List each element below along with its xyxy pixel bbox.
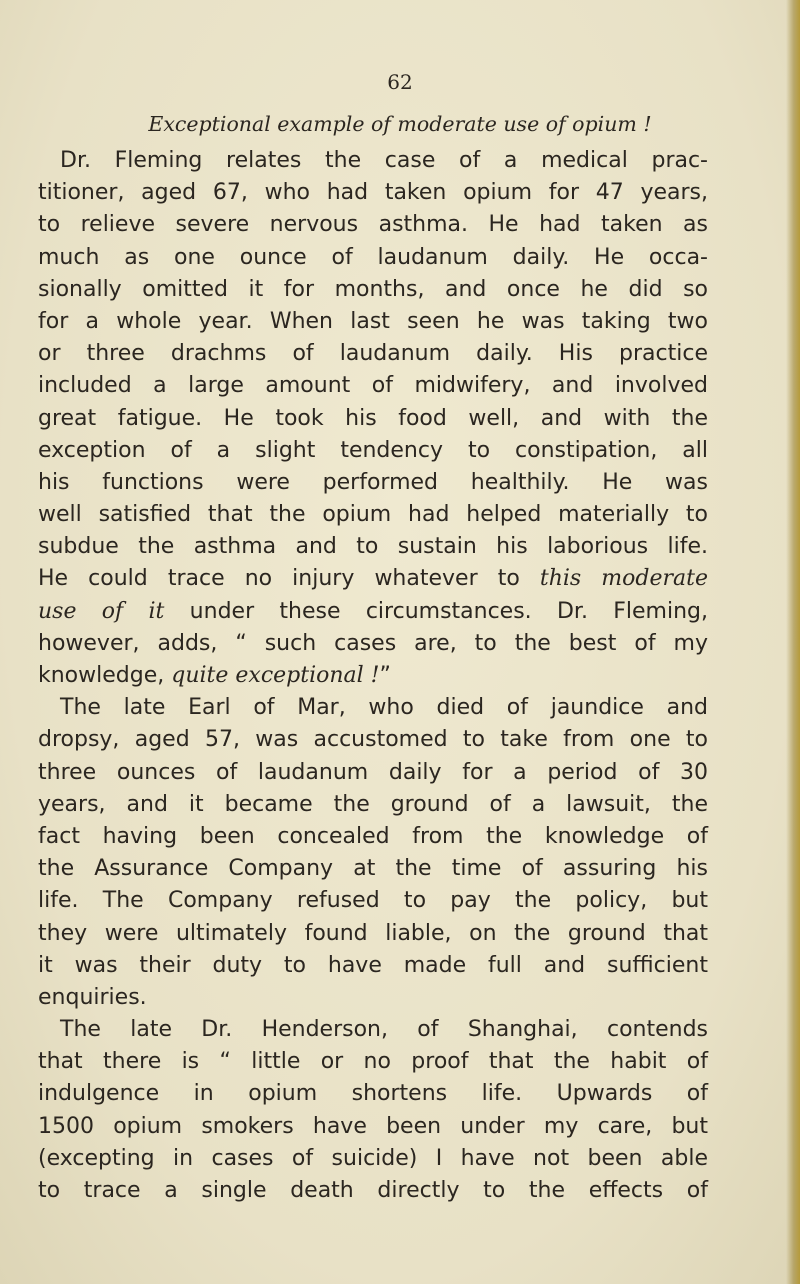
text-line: The late Dr. Henderson, of Shanghai, contends [60, 1017, 708, 1043]
paragraph-henderson [38, 1014, 708, 1207]
text-run: knowledge, [38, 663, 172, 688]
italic-run: this moderate [539, 566, 709, 592]
text-line: however, adds, “ such cases are, to the best of my [38, 630, 708, 656]
italic-run: quite exceptional ! [171, 663, 380, 688]
text-line: much as one ounce of laudanum daily. He occa- [38, 244, 708, 270]
text-line: or three drachms of laudanum daily. His practice [38, 341, 708, 367]
text-run: He could trace no injury whatever to [38, 566, 540, 592]
text-line: to trace a single death directly to the effects of [38, 1178, 708, 1203]
text-line [38, 563, 708, 595]
text-line: enquiries. [38, 984, 147, 1010]
text-line [38, 596, 708, 628]
text-run: under these circumstances. Dr. Fleming, [164, 598, 709, 624]
text-line: years, and it became the ground of a lawsuit, the [38, 791, 708, 817]
text-line: his functions were performed healthily. He was [38, 469, 708, 495]
text-line: (excepting in cases of suicide) I have not been able [38, 1145, 708, 1171]
section-heading: Exceptional example of moderate use of opium ! [148, 112, 652, 136]
text-line: the Assurance Company at the time of assuring his [38, 856, 708, 882]
text-line: they were ultimately found liable, on the ground that [38, 920, 708, 946]
text-line: indulgence in opium shortens life. Upwards of [38, 1081, 708, 1107]
text-line: well satisfied that the opium had helped materially to [38, 502, 708, 528]
text-line: subdue the asthma and to sustain his laborious life. [38, 534, 708, 560]
text-line: great fatigue. He took his food well, and with the [38, 405, 708, 431]
paragraph-fleming [38, 145, 708, 692]
page-edge-shadow [786, 0, 800, 1284]
text-line: The late Earl of Mar, who died of jaundice and [60, 695, 708, 721]
text-line: three ounces of laudanum daily for a period of 30 [38, 759, 708, 785]
text-line: fact having been concealed from the knowledge of [38, 823, 708, 849]
text-line: it was their duty to have made full and sufficient [38, 952, 708, 978]
text-line: to relieve severe nervous asthma. He had taken as [38, 212, 708, 238]
text-line: included a large amount of midwifery, and involved [38, 373, 708, 399]
text-run: ” [379, 663, 391, 688]
page-number: 62 [387, 70, 413, 94]
text-line: titioner, aged 67, who had taken opium for 47 years, [38, 180, 708, 206]
body-text [38, 145, 708, 1207]
text-line: dropsy, aged 57, was accustomed to take from one to [38, 727, 708, 753]
text-line: for a whole year. When last seen he was taking two [38, 308, 708, 334]
paragraph-earl-of-mar [38, 692, 708, 1014]
text-line: life. The Company refused to pay the policy, but [38, 888, 708, 914]
text-line: Dr. Fleming relates the case of a medical prac- [60, 148, 708, 173]
text-line: exception of a slight tendency to constipation, all [38, 437, 708, 463]
italic-run: use of it [38, 598, 165, 624]
text-line: 1500 opium smokers have been under my care, but [38, 1113, 708, 1139]
text-line [38, 660, 708, 692]
text-line: that there is “ little or no proof that the habit of [38, 1049, 708, 1075]
text-line: sionally omitted it for months, and once he did so [38, 276, 708, 302]
